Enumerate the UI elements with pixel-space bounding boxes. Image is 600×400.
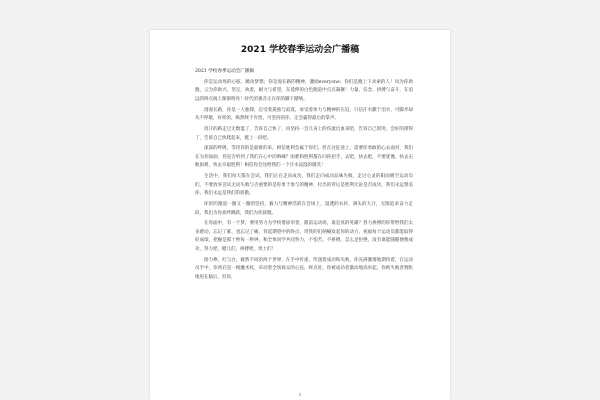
body-paragraph: 泪汗的路走过无数篮了，告诉自己快了，再坚持一会儿身上的伤流出血来吧，告诉自己别哭，会好的撑得了，告诉自己快爬起来，挺上一段吧。 (195, 126, 413, 141)
document-body (195, 68, 413, 285)
body-paragraph: 你是运动场的心脏，跳动梦想；你是漫长路的精神，激励everyone；你们是跑上下求索的人！风为你助跑，云为你助兴，坚定，执着，耐力与希望，在延伸的白色跑道中点点凝聚！力量、信念、拼搏与奋斗，在追远的终点线上渐渐明亮！时代的强音正在你的脚下踏响。 (195, 79, 413, 103)
body-paragraph: 深深的呼吸，等待你的是最难的来，相信胜利会属于你们，但在这征途上，需要你勇敢的心去面对，我们在为你加油，你是否听到了我们在心中的呐喊？困难和胜利都在向你招手，去吧，快去吧，不要犹豫，快去击败困难，快去夺取胜利！相信你会送给我们一个汗水浸湿的微笑！ (195, 146, 413, 169)
body-paragraph: 在你面中，有一个梦，要用努力为学校增添荣誉，跟前运动场，谁是真的英雄？努力拼搏的你带给我们太多感动，忘记了累，也忘记了痛，背起期望中的终点，坦我的们呐喊欢起你的动力，祝福每个运动员都能取得好成绩，把握是那十秒每一秒钟，和全体同学共同努力，不怕苦，不拼搏，怎么足拒绝，没有谁能随随便便成功，努力吧，健儿们，拼搏吧，勇士们！ (195, 221, 413, 253)
page-number: 1 (298, 392, 302, 397)
body-paragraph: 漫漫长路，你是一人独撑，忍受着孤独与寂寞，承受着体力与精神的压迫，只信汗水撒于泪水，可脚步却从不停歇，好样的，纵然终于有忧，可坚持的你，定会赢得最后的掌声。 (195, 107, 413, 122)
body-paragraph: 环形的跑道一圈又一圈的坚持，毅力与精神活跃在会场上，湿透的衣衫，满头的大汗，无限追求奋力走段，我们为你欢呼跳跃，我们为你骄傲。 (195, 201, 413, 216)
document-page (150, 30, 450, 400)
body-paragraph: 接力棒，红与白，截然不同的两个世界，在手中传递，传递着成功和失败，你充满激情地期待着，在运动员手中，你将启是一根魔术杖，牵动着全场观众的心弦，终点处，你被成功者激动地高举起，你被失败者惆怅地甩在脑后，但你， (195, 257, 413, 281)
document-title: 2021 学校春季运动会广播稿 (240, 45, 360, 55)
document-subtitle: 2021 学校春季运动会广播稿 (195, 69, 255, 74)
body-paragraph: 生活中，我们每天都在尝试，我们正在走向成功，我们走向成功品味失败，走过心灵的阳雨晴空运动员们，不要放弃尝试无论失败与否重要的是你勇于参与的精神，付出的背后是胜利无论是否成功，我们永远赞美你，我们永远是我们的骄傲。 (195, 173, 413, 197)
